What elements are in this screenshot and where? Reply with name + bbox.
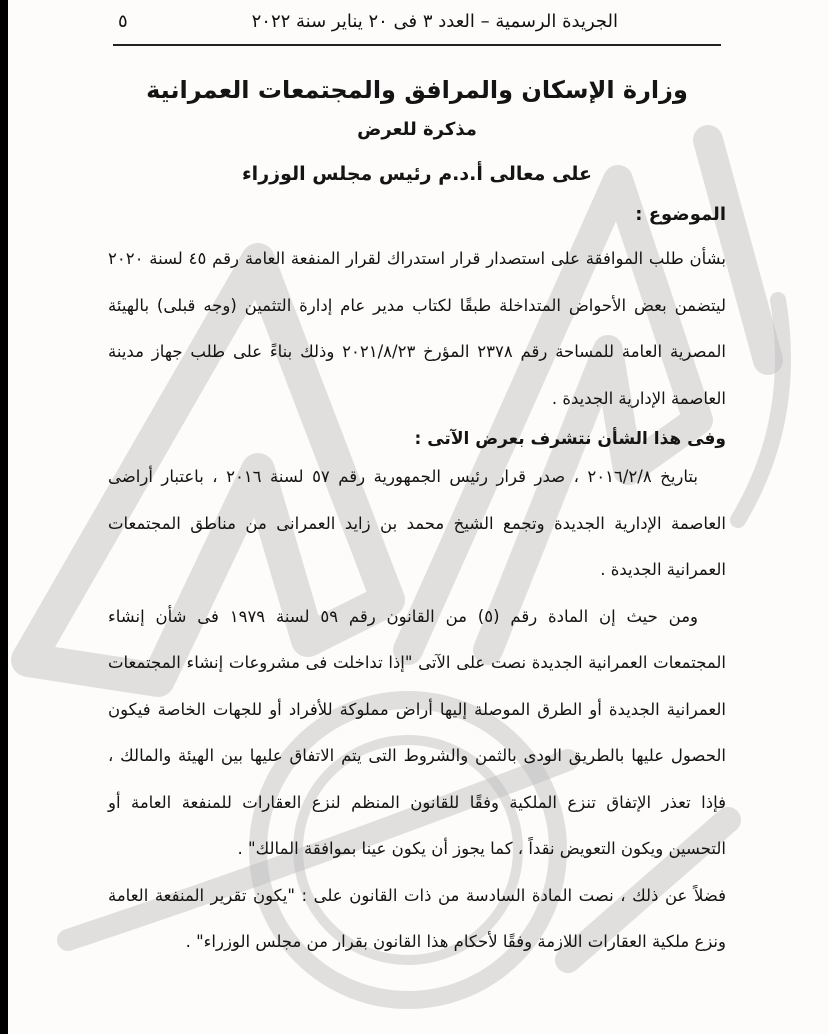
paragraph-2: ومن حيث إن المادة رقم (٥) من القانون رقم ٥٩ لسنة ١٩٧٩ فى شأن إنشاء المجتمعات العمرانية الجديدة نصت على الآتى "إذا تداخلت فى مشروعات إنشاء المجتمعات العمرانية الجديدة أو الطرق الموصلة إليها أراض مملوكة للأفراد أو للجهات الخاصة فيكون الحصول عليها بالطريق الودى بالثمن والشروط التى يتم الاتفاق عليها بين الهيئة والمالك ، فإذا تعذر الإتفاق تنزع الملكية وفقًا للقانون المنظم لنزع العقارات للمنفعة العامة أو التحسين ويكون التعويض نقداً ، كما يجوز أن يكون عينا بموافقة المالك" . — [108, 606, 726, 858]
memo-title: مذكرة للعرض — [357, 119, 477, 140]
paragraph-3: فضلاً عن ذلك ، نصت المادة السادسة من ذات القانون على : "يكون تقرير المنفعة العامة ونزع ملكية العقارات اللازمة وفقًا لأحكام هذا القانون بقرار من مجلس الوزراء" . — [108, 885, 726, 951]
running-title: الجريدة الرسمية – العدد ٣ فى ٢٠ يناير سنة ٢٠٢٢ — [251, 10, 618, 32]
recipient-line: على معالى أ.د.م رئيس مجلس الوزراء — [241, 163, 593, 185]
running-head — [118, 6, 618, 36]
subject-label: الموضوع : — [635, 204, 726, 225]
subject-text: بشأن طلب الموافقة على استصدار قرار استدراك لقرار المنفعة العامة رقم ٤٥ لسنة ٢٠٢٠ ليتضمن بعض الأحواض المتداخلة طبقًا لكتاب مدير عام إدارة التثمين (وجه قبلى) بالهيئة المصرية العامة للمساحة رقم ٢٣٧٨ المؤرخ ٢٠٢١/٨/٢٣ وذلك بناءً على طلب جهاز مدينة العاصمة الإدارية الجديدة . — [108, 249, 726, 408]
paragraph-1: بتاريخ ٢٠١٦/٢/٨ ، صدر قرار رئيس الجمهورية رقم ٥٧ لسنة ٢٠١٦ ، باعتبار أراضى العاصمة الإدارية الجديدة وتجمع الشيخ محمد بن زايد العمرانى من مناطق المجتمعات العمرانية الجديدة . — [108, 467, 726, 579]
ministry-title: وزارة الإسكان والمرافق والمجتمعات العمرانية — [146, 76, 688, 104]
section-label: وفى هذا الشأن نتشرف بعرض الآتى : — [414, 429, 726, 449]
header-rule — [113, 44, 721, 46]
page-number: ٥ — [118, 10, 128, 32]
document-page — [8, 0, 828, 1034]
document-body — [108, 60, 726, 966]
